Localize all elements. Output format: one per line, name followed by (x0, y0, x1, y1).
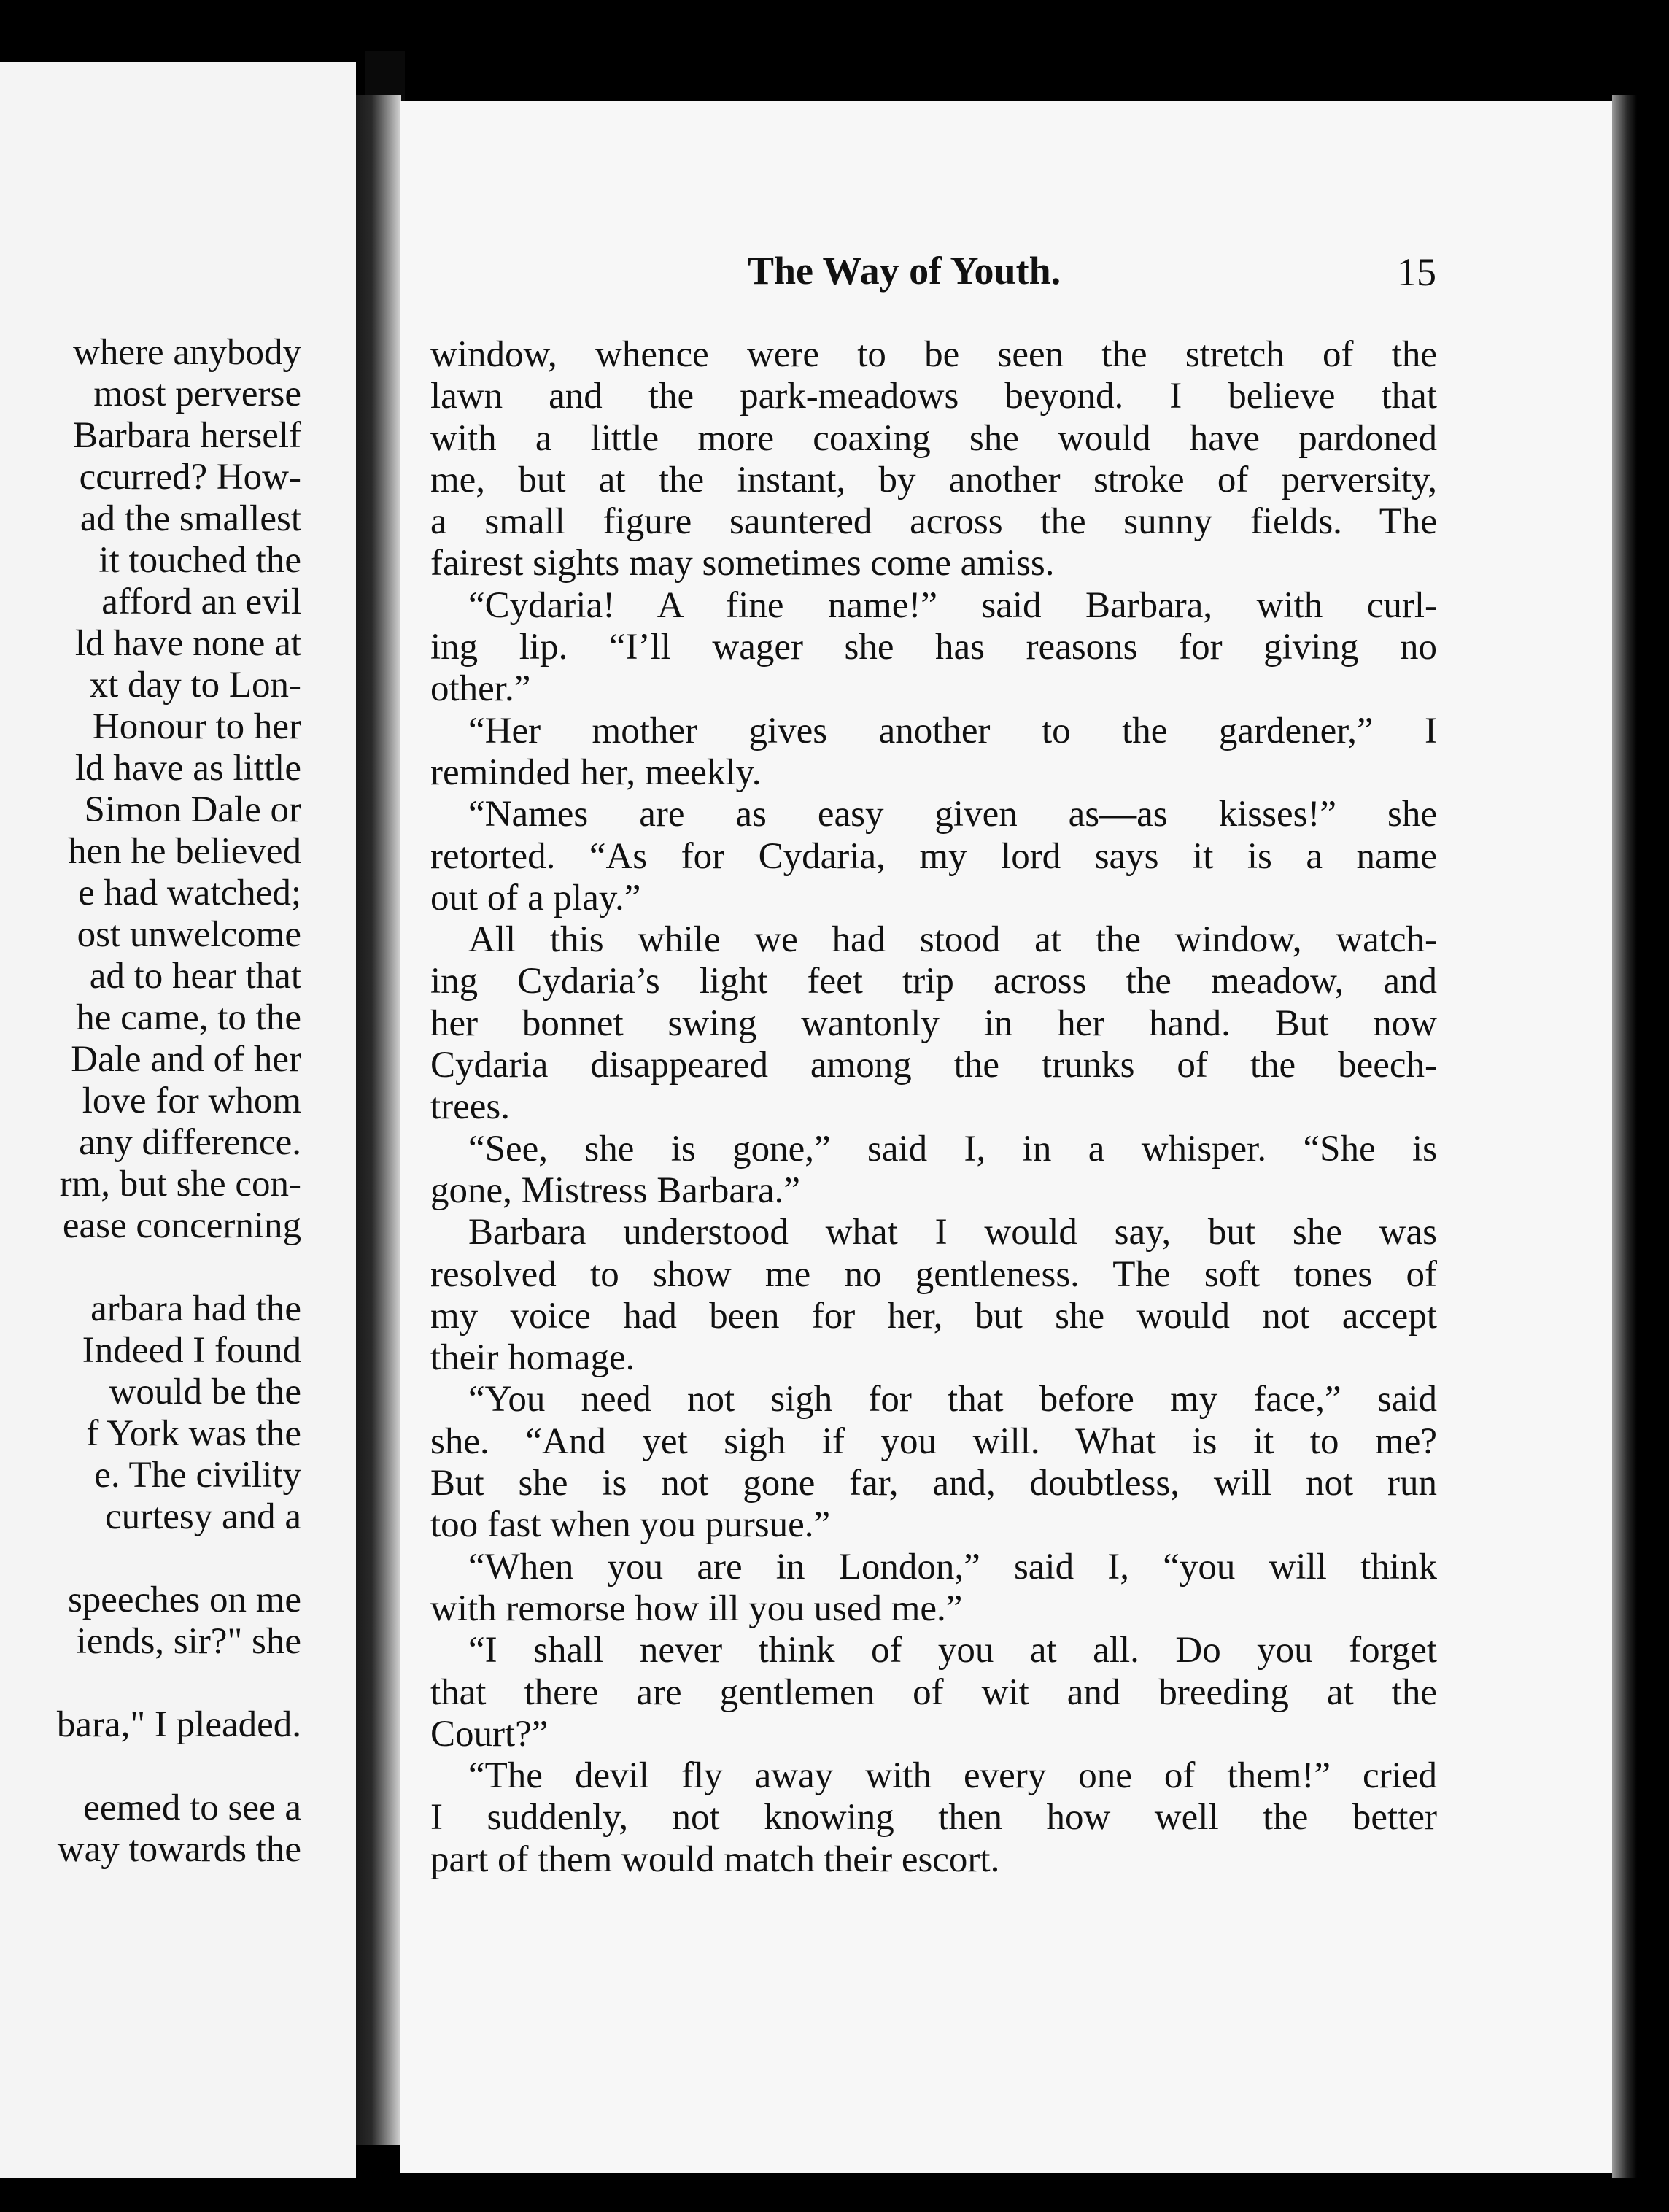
text-line: other.” (430, 668, 531, 710)
left-line: eemed to see a (83, 1787, 301, 1828)
text-line: Cydaria disappeared among the trunks of the beech- (430, 1045, 1437, 1086)
text-line: her bonnet swing wantonly in her hand. But now (430, 1002, 1437, 1044)
text-line: me, but at the instant, by another stroke of perversity, (430, 459, 1437, 500)
left-line: ld have as little (74, 748, 301, 789)
left-line-gap (0, 1663, 301, 1704)
left-line: hen he believed (67, 831, 301, 872)
page-number: 15 (1397, 250, 1436, 294)
text-line: gone, Mistress Barbara.” (430, 1169, 801, 1211)
text-line: ing Cydaria’s light feet trip across the meadow, and (430, 961, 1437, 1002)
left-line: speeches on me (67, 1579, 301, 1620)
left-line: where anybody (73, 332, 301, 373)
text-line: All this while we had stood at the window, watch- (468, 919, 1437, 961)
left-line: Simon Dale or (84, 789, 301, 830)
left-line: xt day to Lon- (89, 665, 301, 705)
text-line: resolved to show me no gentleness. The soft tones of (430, 1253, 1437, 1295)
left-line: curtesy and a (104, 1496, 301, 1537)
text-line: “When you are in London,” said I, “you will think (468, 1546, 1437, 1588)
left-line: ad the smallest (80, 498, 301, 539)
text-line: Barbara understood what I would say, but she was (468, 1212, 1437, 1253)
text-line: I suddenly, not knowing then how well the better (430, 1797, 1437, 1838)
left-line: ost unwelcome (77, 914, 301, 955)
text-line: ing lip. “I’ll wager she has reasons for giving no (430, 627, 1437, 668)
left-line: ease concerning (62, 1205, 301, 1246)
left-line: iends, sir?" she (76, 1621, 301, 1662)
text-line: lawn and the park-meadows beyond. I believe that (430, 376, 1437, 417)
text-line: “The devil fly away with every one of them!” cried (468, 1755, 1437, 1797)
left-line-gap (0, 1538, 301, 1579)
text-line: my voice had been for her, but she would not accept (430, 1295, 1437, 1337)
left-line: most perverse (93, 374, 301, 414)
text-line: part of them would match their escort. (430, 1838, 1000, 1880)
left-line-gap (0, 1247, 301, 1288)
text-line: she. “And yet sigh if you will. What is it to me? (430, 1420, 1437, 1462)
running-head: The Way of Youth. (748, 249, 1061, 293)
left-page (0, 62, 356, 2178)
text-line: Court?” (430, 1713, 549, 1755)
text-line: with a little more coaxing she would have pardoned (430, 417, 1437, 459)
left-line: rm, but she con- (59, 1164, 301, 1204)
text-line: window, whence were to be seen the stretch of the (430, 334, 1437, 375)
left-line: ad to hear that (89, 956, 301, 997)
left-line: way towards the (57, 1829, 301, 1870)
left-line: he came, to the (76, 997, 301, 1038)
left-line: would be the (109, 1372, 301, 1412)
left-line: ccurred? How- (79, 457, 301, 498)
text-line: a small figure sauntered across the sunny fields. The (430, 501, 1437, 543)
left-page-text (0, 332, 301, 1871)
page-edge-shadow (1612, 95, 1637, 2178)
left-line: Barbara herself (73, 415, 301, 456)
text-line: too fast when you pursue.” (430, 1504, 831, 1546)
text-line: “Names are as easy given as—as kisses!” she (468, 794, 1437, 835)
left-line: e had watched; (78, 873, 301, 913)
left-line: Indeed I found (82, 1330, 301, 1371)
text-line: trees. (430, 1086, 511, 1128)
left-line: f York was the (86, 1413, 301, 1454)
text-line: reminded her, meekly. (430, 751, 762, 793)
left-line: it touched the (98, 540, 301, 581)
text-line: retorted. “As for Cydaria, my lord says it is a name (430, 835, 1437, 877)
left-line: arbara had the (90, 1288, 301, 1329)
text-line: their homage. (430, 1337, 635, 1379)
left-line: Dale and of her (71, 1039, 301, 1080)
left-line: any difference. (79, 1122, 301, 1163)
left-line: love for whom (82, 1080, 301, 1121)
text-line: “I shall never think of you at all. Do you forget (468, 1630, 1437, 1671)
page-body-text (430, 334, 1437, 1881)
text-line: “Cydaria! A fine name!” said Barbara, with curl- (468, 584, 1437, 626)
book-gutter-shadow (356, 95, 401, 2145)
text-line: “You need not sigh for that before my face,” said (468, 1379, 1437, 1420)
text-line: that there are gentlemen of wit and breeding at the (430, 1671, 1437, 1713)
text-line: “See, she is gone,” said I, in a whisper. “She is (468, 1128, 1437, 1169)
left-line: afford an evil (101, 581, 301, 622)
text-line: fairest sights may sometimes come amiss. (430, 543, 1055, 584)
text-line: “Her mother gives another to the gardener,” I (468, 710, 1437, 751)
text-line: But she is not gone far, and, doubtless, will not run (430, 1463, 1437, 1504)
left-line: Honour to her (92, 706, 301, 747)
left-line: ld have none at (74, 623, 301, 664)
text-line: out of a play.” (430, 877, 641, 919)
left-line-gap (0, 1746, 301, 1787)
left-line: bara," I pleaded. (56, 1704, 301, 1745)
text-line: with remorse how ill you used me.” (430, 1588, 963, 1629)
left-line: e. The civility (94, 1455, 301, 1496)
